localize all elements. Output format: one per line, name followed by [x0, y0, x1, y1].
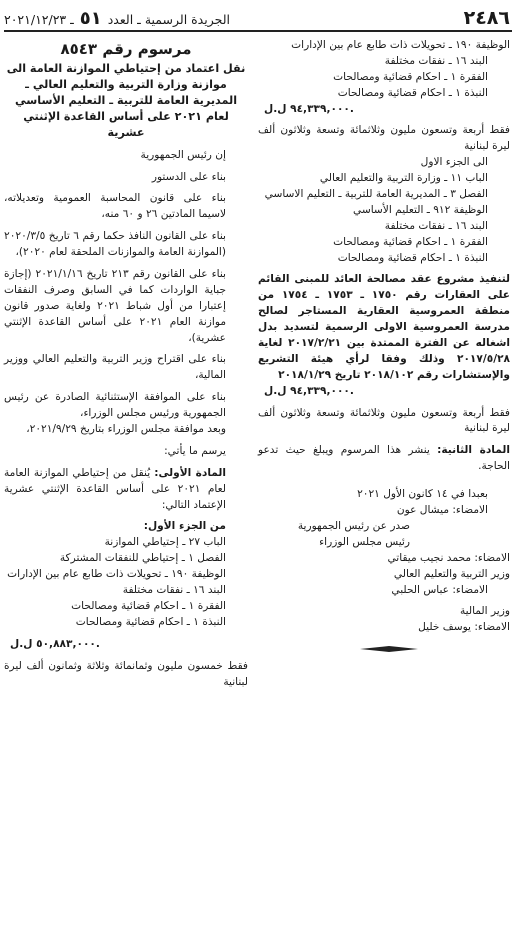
budget-line: الباب ١١ ـ وزارة التربية والتعليم العالي — [319, 172, 488, 185]
page-header — [4, 6, 512, 32]
preamble-line: يرسم ما يأتي: — [164, 444, 226, 457]
budget-line: الفقرة ١ ـ احكام قضائية ومصالحات — [333, 235, 488, 248]
gazette-name: الجريدة الرسمية — [144, 11, 230, 27]
page-number: ٢٤٨٦ — [463, 7, 510, 29]
preamble-line: بناء على القانون رقم ٢١٣ تاريخ ٢٠٢١/١/١٦ (إجازة جباية الواردات كما في السابق وصرف النفقات إعتبارا من أول شباط ٢٠٢١ ولغاية صدور قانون موازنة العام ٢٠٢١ على أساس القاعدة الإثنتي عشرية)، — [4, 268, 226, 344]
article-text: ينشر هذا المرسوم ويبلغ حيث تدعو الحاجة. — [258, 444, 510, 473]
purpose-paragraph: لتنفيذ مشروع عقد مصالحة العائد للمبنى القائم على العقارات رقم ١٧٥٠ ـ ١٧٥٣ ـ ١٧٥٤ من منطقة العمروسية العقارية المستاجر لصالح مدرسة العمروسية الاولى الرسمية لتسديد بدل اشغاله عن الفترة الممتدة بين ٢٠١٧/٢/٢١ لغاية ٢٠١٧/٥/٢٨ وذلك وفقا لرأي هيئة التشريع والإستشارات رقم ٢٠١٨/١٠٢ تاريخ ٢٠١٨/١/٢٩ — [258, 273, 511, 381]
budget-line: الوظيفة ١٩٠ ـ تحويلات ذات طابع عام بين الإدارات — [291, 39, 510, 51]
amount-in-words: فقط خمسون مليون وثمانمائة وثلاثة وثمانون ألف ليرة لبنانية — [4, 659, 248, 688]
preamble-line: بناء على الموافقة الإستثنائية الصادرة عن رئيس الجمهورية ورئيس مجلس الوزراء، — [4, 391, 226, 420]
preamble-line: بناء على قانون المحاسبة العمومية وتعديلاته، لاسيما المادتين ٢٦ و ٦٠ منه، — [4, 192, 226, 221]
budget-line: الوظيفة ٩١٢ ـ التعليم الأساسي — [353, 203, 488, 216]
budget-line: الى الجزء الاول — [420, 156, 488, 169]
issue-label: العدد — [107, 11, 134, 27]
preamble-line: وبعد موافقة مجلس الوزراء بتاريخ ٢٠٢١/٩/٢٩، — [26, 423, 226, 436]
signature-caption: رئيس مجلس الوزراء — [319, 535, 410, 548]
budget-line: البند ١٦ ـ نفقات مختلفة — [384, 54, 488, 67]
left-column — [4, 38, 248, 690]
budget-line: النبذة ١ ـ احكام قضائية ومصالحات — [337, 86, 488, 99]
signing-date: بعبدا في ١٤ كانون الأول ٢٠٢١ — [357, 488, 488, 501]
decree-subject: نقل اعتماد من إحتياطي الموازنة العامة الى موازنة وزارة التربية والتعليم العالي ـ المديرية العامة للتربية ـ التعليم الأساسي لعام ٢٠٢١ على أساس القاعدة الإثنتي عشرية — [6, 61, 246, 140]
amount-in-words: فقط أربعة وتسعون مليون وثلاثمائة وتسعة وثلاثون ألف ليرة لبنانية — [258, 124, 510, 153]
budget-line: الوظيفة ١٩٠ ـ تحويلات ذات طابع عام بين الإدارات — [7, 568, 226, 581]
budget-line: الفقرة ١ ـ احكام قضائية ومصالحات — [333, 70, 488, 83]
budget-line: من الجزء الأول: — [143, 520, 226, 533]
signature: الامضاء: ميشال عون — [396, 504, 488, 517]
preamble-line: بناء على اقتراح وزير التربية والتعليم العالي ووزير المالية، — [4, 353, 226, 382]
preamble-line: إن رئيس الجمهورية — [140, 148, 226, 161]
budget-line: الفصل ٣ ـ المديرية العامة للتربية ـ التعليم الاساسي — [264, 188, 488, 201]
budget-line: البند ١٦ ـ نفقات مختلفة — [384, 219, 488, 232]
budget-line: الفصل ١ ـ إحتياطي للنفقات المشتركة — [59, 552, 226, 565]
budget-line: النبذة ١ ـ احكام قضائية ومصالحات — [75, 615, 226, 628]
amount-in-words: فقط أربعة وتسعون مليون وثلاثمائة وتسعة وثلاثون ألف ليرة لبنانية — [258, 406, 510, 435]
article-two — [258, 443, 510, 475]
signature: الامضاء: يوسف خليل — [418, 621, 510, 634]
budget-line: الفقرة ١ ـ احكام قضائية ومصالحات — [71, 599, 226, 612]
right-column — [258, 38, 510, 652]
article-label: المادة الأولى: — [154, 466, 227, 479]
preamble-line: بناء على الدستور — [151, 170, 226, 183]
article-text: يُنقل من إحتياطي الموازنة العامة لعام ٢٠٢١ على أساس القاعدة الإثنتي عشرية الإعتماد التالي: — [4, 466, 226, 511]
amount: ٩٤,٣٣٩,٠٠٠ ل.ل. — [264, 102, 354, 115]
signature-caption: وزير المالية — [459, 605, 510, 618]
issue-number: ٥١ — [79, 7, 102, 29]
budget-line: الباب ٢٧ ـ إحتياطي الموازنة — [104, 536, 226, 549]
decree-title: مرسوم رقم ٨٥٤٣ — [60, 40, 192, 58]
gazette-header-info: الجريدة الرسمية ـ العدد ٥١ ـ ٢٠٢١/١٢/٢٣ — [4, 7, 230, 29]
end-of-decree-mark — [360, 646, 418, 652]
article-label: المادة الثانية: — [437, 444, 510, 457]
preamble-line: بناء على القانون النافذ حكما رقم ٦ تاريخ ٢٠٢٠/٣/٥ (الموازنة العامة والموازنات الملحقة لعام ٢٠٢٠)، — [4, 230, 226, 259]
signature-caption: صدر عن رئيس الجمهورية — [297, 519, 410, 532]
amount: ٥٠,٨٨٣,٠٠٠ ل.ل. — [10, 637, 100, 650]
article-one — [4, 466, 248, 514]
signature: الامضاء: عباس الحلبي — [391, 583, 488, 596]
budget-line: البند ١٦ ـ نفقات مختلفة — [122, 584, 226, 597]
issue-date: ٢٠٢١/١٢/٢٣ — [4, 11, 67, 27]
budget-line: النبذة ١ ـ احكام قضائية ومصالحات — [337, 251, 488, 264]
signature-caption: وزير التربية والتعليم العالي — [393, 567, 510, 580]
signature: الامضاء: محمد نجيب ميقاتي — [387, 551, 510, 564]
amount: ٩٤,٣٣٩,٠٠٠ ل.ل. — [264, 384, 354, 397]
